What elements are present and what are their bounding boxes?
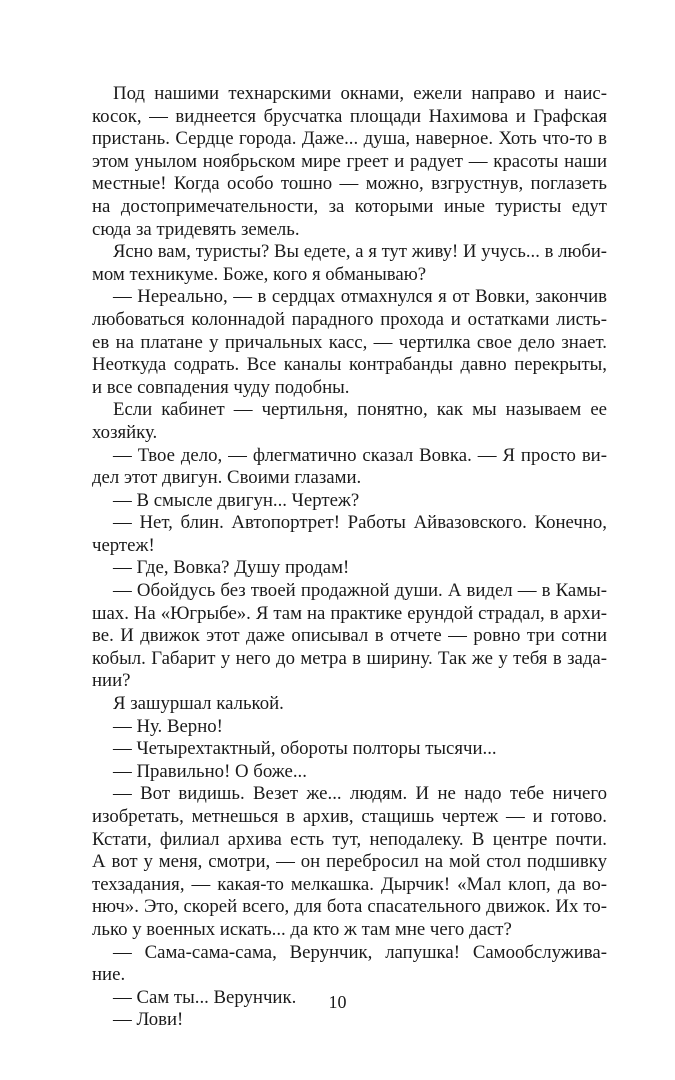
text-line: ев на платане у причальных касс, — чертилка свое дело знает. — [92, 331, 607, 353]
text-line: косок, — виднеется брусчатка площади Нахимова и Графская — [92, 105, 607, 127]
text-line: этом унылом ноябрьском мире греет и радует — красоты наши — [92, 150, 607, 172]
text-line: — Твое дело, — флегматично сказал Вовка. — Я просто ви- — [113, 444, 607, 466]
text-line: сюда за тридевять земель. — [92, 218, 300, 240]
text-line: мом техникуме. Боже, кого я обманываю? — [92, 263, 427, 285]
text-line: — Лови! — [113, 1009, 184, 1031]
text-line: ние. — [92, 964, 126, 986]
text-line: кобыл. Габарит у него до метра в ширину. Так же у тебя в зада- — [92, 647, 607, 669]
text-line: лько у военных искать... да кто ж там мне чего даст? — [92, 918, 512, 940]
text-line: дел этот двигун. Своими глазами. — [92, 467, 362, 489]
page-number: 10 — [328, 992, 347, 1012]
text-line: Кстати, филиал архива есть тут, неподалеку. В центре почти. — [92, 828, 607, 850]
text-line: — Правильно! О боже... — [113, 760, 307, 782]
text-line: техзадания, — какая-то мелкашка. Дырчик! «Мал клоп, да во- — [92, 873, 607, 895]
text-line: — Вот видишь. Везет же... людям. И не надо тебе ничего — [113, 783, 607, 805]
text-line: ве. И движок этот даже описывал в отчете — ровно три сотни — [92, 625, 607, 647]
text-line: пристань. Сердце города. Даже... душа, наверное. Хоть что-то в — [92, 128, 607, 150]
text-line: — Где, Вовка? Душу продам! — [113, 557, 350, 579]
text-line: — Нереально, — в сердцах отмахнулся я от Вовки, закончив — [113, 286, 607, 308]
text-line: нии? — [92, 670, 131, 692]
text-line: изобретать, метнешься в архив, стащишь чертеж — и готово. — [92, 806, 607, 827]
text-line: Ясно вам, туристы? Вы едете, а я тут живу! И учусь... в люби- — [113, 241, 607, 263]
text-line: местные! Когда особо тошно — можно, взгрустнув, поглазеть — [92, 173, 607, 195]
text-line: — Обойдусь без твоей продажной души. А видел — в Камы- — [113, 580, 607, 602]
text-line: А вот у меня, смотри, — он перебросил на мой стол подшивку — [92, 851, 607, 873]
text-line: — Ну. Верно! — [113, 715, 223, 737]
text-line: любоваться колоннадой парадного прохода и остатками листь- — [92, 308, 607, 330]
text-line: на достопримечательности, за которыми иные туристы едут — [92, 195, 607, 217]
text-line: Если кабинет — чертильня, понятно, как мы называем ее — [113, 399, 607, 421]
text-line: — Четырехтактный, обороты полторы тысячи... — [113, 738, 497, 760]
text-line: Под нашими технарскими окнами, ежели направо и наис- — [113, 83, 607, 104]
body-text — [92, 83, 607, 1032]
text-line: — Сам ты... Верунчик. — [113, 986, 297, 1008]
text-line: чертеж! — [92, 534, 155, 556]
text-line: — Сама-сама-сама, Верунчик, лапушка! Самообслужива- — [113, 941, 607, 963]
text-line: нюч». Это, скорей всего, для бота спасательного движок. Их то- — [92, 896, 607, 918]
text-line: хозяйку. — [92, 421, 158, 443]
text-line: Я зашуршал калькой. — [113, 693, 284, 715]
text-line: и все совпадения чуду подобны. — [92, 376, 350, 398]
text-line: — Нет, блин. Автопортрет! Работы Айвазовского. Конечно, — [113, 512, 607, 534]
text-line: шах. На «Югрыбе». Я там на практике ерундой страдал, в архи- — [92, 602, 607, 624]
text-line: Неоткуда содрать. Все каналы контрабанды давно перекрыты, — [92, 354, 607, 376]
text-line: — В смысле двигун... Чертеж? — [113, 489, 360, 511]
